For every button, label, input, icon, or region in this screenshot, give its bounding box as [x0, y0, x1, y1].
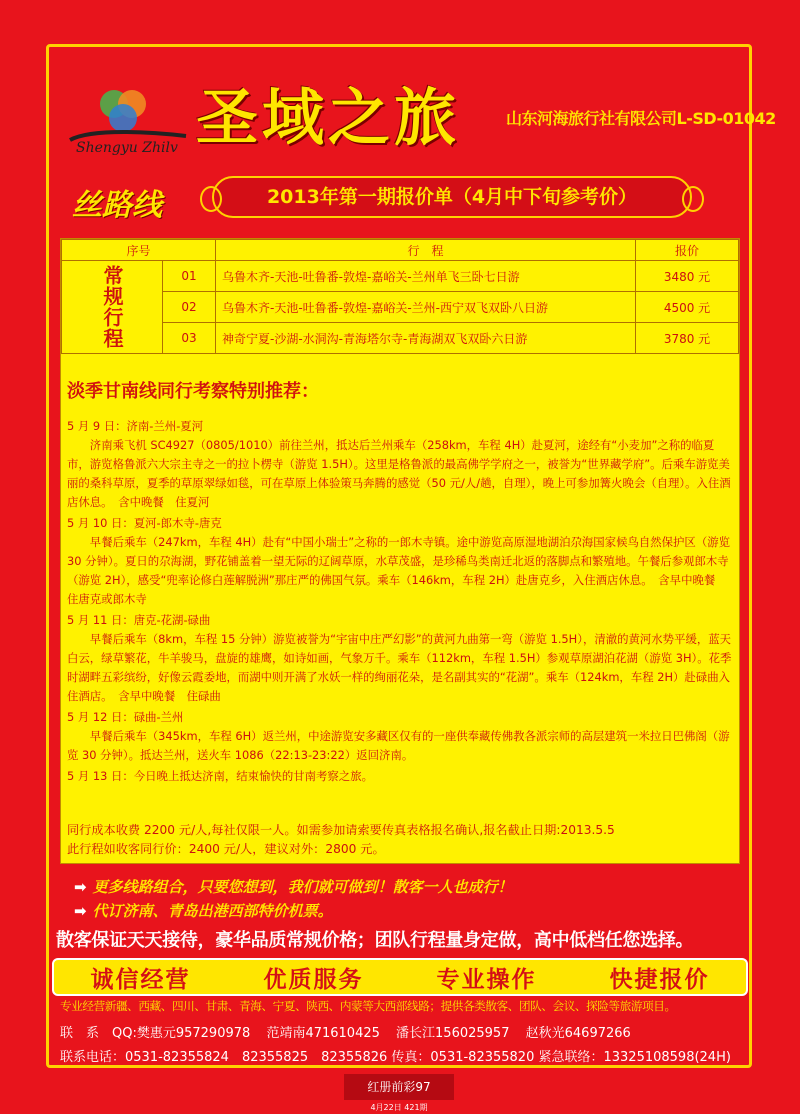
header-route: 行 程 [216, 240, 636, 261]
row-price: 4500 元 [636, 292, 739, 323]
row-num: 03 [163, 323, 216, 354]
page-label: 红册前彩97 [344, 1074, 454, 1100]
promo-text: 更多线路组合，只要您想到，我们就可做到！散客一人也成行！ [92, 878, 513, 896]
table-row [62, 292, 739, 323]
motto-item: 优质服务 [263, 966, 364, 993]
row-price: 3780 元 [636, 323, 739, 354]
header-num: 序号 [62, 240, 216, 261]
feature-title: 淡季甘南线同行考察特别推荐： [67, 381, 319, 402]
company-logo [62, 82, 192, 158]
promo-line [74, 876, 513, 897]
table-row [62, 261, 739, 292]
motto-item: 快捷报价 [609, 966, 710, 993]
motto-item: 诚信经营 [90, 966, 191, 993]
day-title: 5 月 13 日：今日晚上抵达济南，结束愉快的甘南考察之旅。 [67, 769, 373, 783]
table-row [62, 323, 739, 354]
company-name: 山东河海旅行社有限公司L-SD-01042 [506, 109, 776, 128]
row-price: 3480 元 [636, 261, 739, 292]
itinerary-days [67, 415, 735, 786]
arrow-right-icon: ➡ [74, 902, 87, 920]
promo-text: 代订济南、青岛出港西部特价机票。 [92, 902, 333, 920]
brand-title: 圣域之旅 [196, 81, 461, 154]
routes-list: 专业经营新疆、西藏、四川、甘肃、青海、宁夏、陕西、内蒙等大西部线路；提供各类散客、团队、会议、探险等旅游项目。 [60, 999, 676, 1013]
routes-table [61, 239, 739, 354]
header-price: 报价 [636, 240, 739, 261]
motto-bar [52, 958, 748, 996]
day-text: 早餐后乘车（345km，车程 6H）返兰州，中途游览安多藏区仅有的一座供奉藏传佛教各派宗师的高层建筑一米拉日巴佛阁（游览 30 分钟）。抵达兰州，送火车 1086（22:13-23:22）返回济南。 [67, 729, 730, 762]
day-text: 早餐后乘车（247km，车程 4H）赴有“中国小瑞士”之称的一郎木寺镇。途中游览高原湿地湖泊尕海国家候鸟自然保护区（游览 30 分钟）。夏日的尕海湖，野花铺盖着一望无际的辽阔草原，水草茂盛，是珍稀鸟类南迁北返的落脚点和繁殖地。午餐后参观郎木寺（游览 2H），感受“兜率论修白莲解脱洲”那庄严的佛国气氛。乘车（146km，车程 2H）赴唐克乡，入住酒店休息。 含早中晚餐 住唐克或郎木寺 [67, 535, 730, 606]
route-tag: 丝路线 [72, 188, 162, 223]
arrow-right-icon: ➡ [74, 878, 87, 896]
contact-qq: 赵秋光64697266 [525, 1026, 631, 1041]
contact-line [60, 1022, 643, 1041]
contact-qq: 范靖南471610425 [266, 1026, 380, 1041]
motto-item: 专业操作 [436, 966, 537, 993]
day-title: 5 月 9 日：济南-兰州-夏河 [67, 419, 204, 433]
contact-qq: 潘长江156025957 [396, 1026, 510, 1041]
day-title: 5 月 12 日：碌曲-兰州 [67, 710, 184, 724]
row-route: 乌鲁木齐-天池-吐鲁番-敦煌-嘉峪关-兰州-西宁双飞双卧八日游 [216, 292, 636, 323]
row-num: 02 [163, 292, 216, 323]
itinerary-panel [60, 238, 740, 864]
day-title: 5 月 10 日：夏河-郎木寺-唐克 [67, 516, 222, 530]
promo-line [74, 900, 333, 921]
day-title: 5 月 11 日：唐克-花湖-碌曲 [67, 613, 211, 627]
price-list-banner: 2013年第一期报价单（4月中下旬参考价） [212, 176, 692, 218]
table-header-row [62, 240, 739, 261]
terms-line: 同行成本收费 2200 元/人,每社仅限一人。如需参加请索要传真表格报名确认,报名截止日期:2013.5.5 [67, 823, 615, 837]
row-route: 神奇宁夏-沙湖-水洞沟-青海塔尔寺-青海湖双飞双卧六日游 [216, 323, 636, 354]
row-route: 乌鲁木齐-天池-吐鲁番-敦煌-嘉峪关-兰州单飞三卧七日游 [216, 261, 636, 292]
day-text: 济南乘飞机 SC4927（0805/1010）前往兰州，抵达后兰州乘车（258km，车程 4H）赴夏河，途经有“小麦加”之称的临夏市，游览格鲁派六大宗主寺之一的拉卜楞寺（游览 1.5H）。这里是格鲁派的最高佛学学府之一，被誉为“世界藏学府”。后乘车游览美丽的桑科草原，夏季的草原翠绿如毯，可在草原上体验策马奔腾的感觉（50 元/人/趟，自理），晚上可参加篝火晚会（自理）。入住酒店休息。 含中晚餐 住夏河 [67, 438, 731, 509]
day-text: 早餐后乘车（8km，车程 15 分钟）游览被誉为“宇宙中庄严幻影”的黄河九曲第一弯（游览 1.5H），清澈的黄河水势平缓，蓝天白云，绿草繁花，牛羊骏马，盘旋的雄鹰，如诗如画，气象万千。乘车（112km，车程 1.5H）参观草原湖泊花湖（游览 3H）。花季时湖畔五彩缤纷，好像云霞委地，而湖中则开满了水妖一样的绚丽花朵，是名副其实的“花湖”。乘车（124km，车程 2H）赴碌曲入住酒店。 含早中晚餐 住碌曲 [67, 632, 732, 703]
contact-qq: 联 系 QQ:樊惠元957290978 [60, 1026, 251, 1041]
issue-date: 4月22日 421期 [370, 1103, 428, 1112]
contact-phone-line: 联系电话：0531-82355824 82355825 82355826 传真：0531-82355820 紧急联络：13325108598(24H) [60, 1050, 731, 1065]
row-num: 01 [163, 261, 216, 292]
category-label: 常规行程 [62, 261, 163, 354]
terms-line: 此行程如收客同行价：2400 元/人，建议对外：2800 元。 [67, 842, 385, 856]
services-line: 散客保证天天接待，豪华品质常规价格；团队行程量身定做，高中低档任您选择。 [56, 930, 694, 951]
pricing-terms [67, 821, 735, 859]
svg-text:Shengyu Zhilv: Shengyu Zhilv [76, 140, 178, 156]
